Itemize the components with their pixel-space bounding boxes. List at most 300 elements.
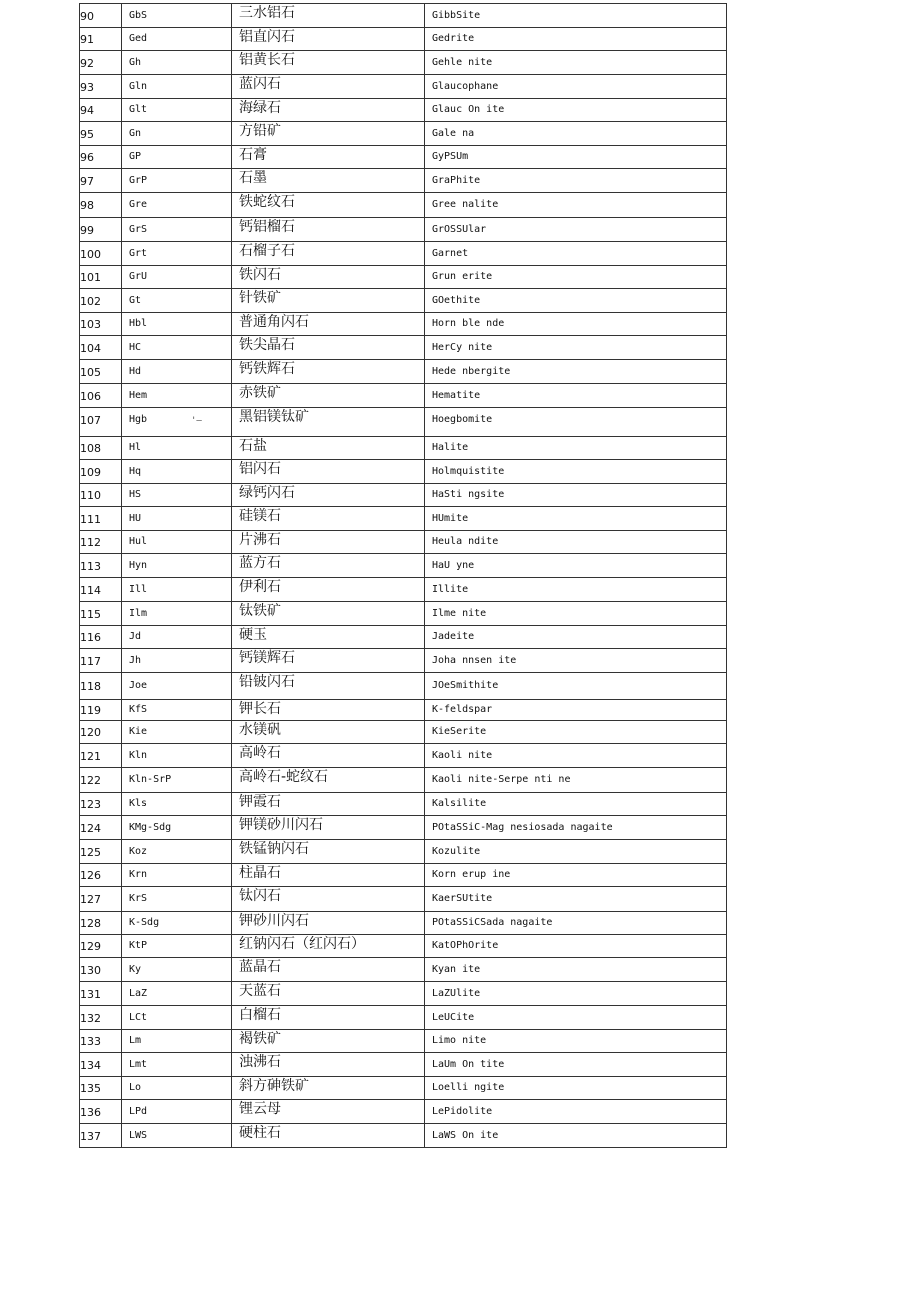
mineral-name-chinese: 伊利石 (239, 579, 281, 595)
mineral-abbreviation: Hq (129, 466, 142, 477)
mineral-name-english: Grun erite (432, 271, 493, 282)
row-number-cell (80, 408, 122, 437)
mineral-abbreviation-cell (122, 673, 232, 700)
mineral-abbreviation-cell (122, 1006, 232, 1030)
mineral-name-english: POtaSSiCSada nagaite (432, 917, 553, 928)
row-number-cell (80, 958, 122, 982)
table-row (80, 169, 727, 193)
mineral-name-english-cell (425, 1124, 727, 1148)
table-row (80, 1030, 727, 1053)
mineral-name-english: HaSti ngsite (432, 489, 505, 500)
mineral-abbreviation-cell (122, 793, 232, 816)
row-number-cell (80, 721, 122, 744)
mineral-name-english-cell (425, 289, 727, 313)
row-number-cell (80, 507, 122, 531)
mineral-name-chinese: 钾霞石 (239, 794, 281, 810)
mineral-name-chinese-cell (232, 744, 425, 768)
table-row (80, 99, 727, 122)
table-row (80, 360, 727, 384)
mineral-abbreviation-cell (122, 982, 232, 1006)
mineral-name-chinese-cell (232, 266, 425, 289)
mineral-name-english: GOethite (432, 295, 481, 306)
row-number-cell (80, 146, 122, 169)
mineral-name-chinese-cell (232, 484, 425, 507)
row-number: 115 (80, 608, 101, 621)
mineral-abbreviation: HS (129, 489, 142, 500)
row-number: 109 (80, 466, 101, 479)
mineral-name-chinese: 钾镁砂川闪石 (239, 817, 323, 833)
row-number-cell (80, 602, 122, 626)
row-number-cell (80, 313, 122, 336)
mineral-abbreviation-cell (122, 313, 232, 336)
table-row (80, 744, 727, 768)
row-number: 101 (80, 271, 101, 284)
table-row (80, 935, 727, 958)
mineral-abbreviation-cell (122, 602, 232, 626)
mineral-name-english: GibbSite (432, 10, 481, 21)
mineral-name-english: LaZUlite (432, 988, 481, 999)
row-number-cell (80, 266, 122, 289)
mineral-abbreviation-cell (122, 1030, 232, 1053)
table-row (80, 887, 727, 912)
mineral-name-english-cell (425, 912, 727, 935)
mineral-name-english-cell (425, 484, 727, 507)
mineral-abbreviation-cell (122, 384, 232, 408)
mineral-abbreviation-cell (122, 360, 232, 384)
row-number: 120 (80, 726, 101, 739)
mineral-name-chinese: 黑铝镁钛矿 (239, 409, 309, 425)
mineral-name-english-cell (425, 408, 727, 437)
mineral-name-english: GraPhite (432, 175, 481, 186)
mineral-abbreviation-cell (122, 912, 232, 935)
table-row (80, 1053, 727, 1077)
mineral-name-chinese-cell (232, 982, 425, 1006)
mineral-name-chinese-cell (232, 768, 425, 793)
mineral-name-chinese: 天蓝石 (239, 983, 281, 999)
table-row (80, 626, 727, 649)
mineral-name-chinese: 钾砂川闪石 (239, 913, 309, 929)
row-number: 98 (80, 199, 94, 212)
row-number-cell (80, 336, 122, 360)
mineral-name-english: Kyan ite (432, 964, 481, 975)
mineral-abbreviation: Gln (129, 81, 148, 92)
mineral-name-english-cell (425, 935, 727, 958)
mineral-name-english: Gree nalite (432, 199, 499, 210)
row-number-cell (80, 912, 122, 935)
mineral-name-english: GrOSSUlar (432, 224, 487, 235)
mineral-name-chinese-cell (232, 169, 425, 193)
table-row (80, 1100, 727, 1124)
mineral-abbreviation-cell (122, 437, 232, 460)
row-number: 110 (80, 489, 101, 502)
mineral-name-chinese: 浊沸石 (239, 1054, 281, 1070)
row-number-cell (80, 384, 122, 408)
mineral-name-chinese-cell (232, 437, 425, 460)
mineral-abbreviation: GrU (129, 271, 148, 282)
row-number: 91 (80, 33, 94, 46)
mineral-name-chinese: 绿钙闪石 (239, 485, 295, 501)
mineral-name-chinese-cell (232, 602, 425, 626)
row-number-cell (80, 554, 122, 578)
mineral-name-english-cell (425, 336, 727, 360)
mineral-name-chinese: 三水铝石 (239, 5, 295, 21)
mineral-name-english-cell (425, 437, 727, 460)
mineral-abbreviation-cell (122, 768, 232, 793)
mineral-name-chinese-cell (232, 193, 425, 218)
mineral-abbreviation-cell (122, 840, 232, 864)
mineral-name-chinese-cell (232, 1100, 425, 1124)
row-number: 102 (80, 295, 101, 308)
mineral-abbreviation-cell (122, 1053, 232, 1077)
mineral-abbreviation: Jd (129, 631, 142, 642)
mineral-abbreviation: Hbl (129, 318, 148, 329)
table-row (80, 721, 727, 744)
row-number: 105 (80, 366, 101, 379)
row-number-cell (80, 193, 122, 218)
table-body (80, 4, 727, 1148)
mineral-name-english: Hematite (432, 390, 481, 401)
table-row (80, 437, 727, 460)
mineral-name-english-cell (425, 193, 727, 218)
mineral-name-chinese-cell (232, 218, 425, 242)
table-row (80, 1077, 727, 1100)
row-number-cell (80, 51, 122, 75)
mineral-name-english-cell (425, 554, 727, 578)
mineral-abbreviation-cell (122, 531, 232, 554)
row-number-cell (80, 122, 122, 146)
mineral-name-chinese-cell (232, 840, 425, 864)
table-row (80, 193, 727, 218)
mineral-abbreviation: Gn (129, 128, 142, 139)
row-number: 121 (80, 750, 101, 763)
mineral-name-chinese-cell (232, 935, 425, 958)
row-number-cell (80, 531, 122, 554)
mineral-abbreviation: Jh (129, 655, 142, 666)
mineral-name-chinese: 方铅矿 (239, 123, 281, 139)
mineral-name-chinese-cell (232, 146, 425, 169)
mineral-name-english-cell (425, 384, 727, 408)
mineral-name-chinese-cell (232, 626, 425, 649)
mineral-name-english: LaUm On tite (432, 1059, 505, 1070)
mineral-name-english-cell (425, 744, 727, 768)
mineral-abbreviation: GP (129, 151, 142, 162)
mineral-abbreviation: Hul (129, 536, 148, 547)
mineral-name-chinese: 铁锰钠闪石 (239, 841, 309, 857)
mineral-abbreviation: Hl (129, 442, 142, 453)
mineral-name-english: Ilme nite (432, 608, 487, 619)
mineral-name-english: Limo nite (432, 1035, 487, 1046)
row-number-cell (80, 793, 122, 816)
mineral-name-chinese-cell (232, 28, 425, 51)
mineral-name-english-cell (425, 51, 727, 75)
mineral-abbreviation-cell (122, 242, 232, 266)
mineral-name-english-cell (425, 721, 727, 744)
mineral-abbreviation: Lm (129, 1035, 142, 1046)
row-number: 112 (80, 536, 101, 549)
table-row (80, 816, 727, 840)
row-number-cell (80, 578, 122, 602)
mineral-name-english: Joha nnsen ite (432, 655, 517, 666)
row-number-cell (80, 218, 122, 242)
mineral-name-english: Kaoli nite-Serpe nti ne (432, 774, 571, 785)
mineral-abbreviation: KtP (129, 940, 148, 951)
mineral-name-english-cell (425, 122, 727, 146)
mineral-name-chinese: 铝闪石 (239, 461, 281, 477)
mineral-abbreviation: LaZ (129, 988, 148, 999)
row-number: 125 (80, 846, 101, 859)
mineral-abbreviation: Joe (129, 680, 148, 691)
table-row (80, 673, 727, 700)
row-number: 132 (80, 1012, 101, 1025)
mineral-name-english: KaerSUtite (432, 893, 493, 904)
mineral-name-chinese-cell (232, 816, 425, 840)
row-number: 131 (80, 988, 101, 1001)
mineral-name-chinese-cell (232, 408, 425, 437)
row-number: 106 (80, 390, 101, 403)
mineral-abbreviation: Hem (129, 390, 148, 401)
mineral-name-english-cell (425, 1077, 727, 1100)
row-number: 95 (80, 128, 94, 141)
mineral-abbreviation: GbS (129, 10, 148, 21)
row-number-cell (80, 75, 122, 99)
table-row (80, 51, 727, 75)
mineral-name-english-cell (425, 1053, 727, 1077)
mineral-name-english-cell (425, 1100, 727, 1124)
mineral-name-english: POtaSSiC-Mag nesiosada nagaite (432, 822, 613, 833)
mineral-name-chinese: 石榴子石 (239, 243, 295, 259)
row-number-cell (80, 1006, 122, 1030)
row-number: 100 (80, 248, 101, 261)
mineral-name-chinese: 蓝晶石 (239, 959, 281, 975)
mineral-name-english-cell (425, 531, 727, 554)
table-row (80, 289, 727, 313)
mineral-abbreviation-cell (122, 218, 232, 242)
mineral-name-english-cell (425, 360, 727, 384)
row-number: 94 (80, 104, 94, 117)
mineral-name-chinese: 钾长石 (239, 701, 281, 717)
mineral-name-english: Halite (432, 442, 469, 453)
mineral-abbreviation-cell (122, 958, 232, 982)
mineral-name-english-cell (425, 313, 727, 336)
mineral-name-english-cell (425, 673, 727, 700)
mineral-name-english-cell (425, 28, 727, 51)
mineral-abbreviation: Kie (129, 726, 148, 737)
row-number-cell (80, 864, 122, 887)
row-number: 137 (80, 1130, 101, 1143)
row-number-cell (80, 28, 122, 51)
mineral-abbreviation-cell (122, 146, 232, 169)
row-number-cell (80, 99, 122, 122)
mineral-abbreviation-cell (122, 99, 232, 122)
row-number: 129 (80, 940, 101, 953)
mineral-name-english: JOeSmithite (432, 680, 499, 691)
mineral-name-english-cell (425, 649, 727, 673)
table-row (80, 840, 727, 864)
mineral-name-chinese: 石墨 (239, 170, 267, 186)
mineral-name-english: LaWS On ite (432, 1130, 499, 1141)
mineral-name-chinese-cell (232, 1030, 425, 1053)
row-number: 107 (80, 414, 101, 427)
mineral-name-chinese-cell (232, 700, 425, 721)
mineral-abbreviation: Lmt (129, 1059, 148, 1070)
mineral-name-english: HerCy nite (432, 342, 493, 353)
table-row (80, 266, 727, 289)
mineral-name-chinese-cell (232, 1077, 425, 1100)
mineral-name-english: Glauc On ite (432, 104, 505, 115)
mineral-abbreviation: Gre (129, 199, 148, 210)
mineral-abbreviation-cell (122, 408, 232, 437)
row-number: 111 (80, 513, 101, 526)
mineral-name-english-cell (425, 75, 727, 99)
mineral-abbreviation-cell (122, 649, 232, 673)
mineral-abbreviation: GrP (129, 175, 148, 186)
row-number-cell (80, 1124, 122, 1148)
mineral-abbreviation: K-Sdg (129, 917, 160, 928)
mineral-abbreviation: KrS (129, 893, 148, 904)
row-number-cell (80, 700, 122, 721)
mineral-name-english: K-feldspar (432, 704, 493, 715)
table-row (80, 531, 727, 554)
mineral-abbreviation: Koz (129, 846, 148, 857)
row-number-cell (80, 169, 122, 193)
mineral-name-chinese-cell (232, 649, 425, 673)
mineral-abbreviation: Ilm (129, 608, 148, 619)
mineral-name-chinese: 铁蛇纹石 (239, 194, 295, 210)
mineral-abbreviation: Ky (129, 964, 142, 975)
table-row (80, 507, 727, 531)
mineral-name-english-cell (425, 1006, 727, 1030)
mineral-name-chinese-cell (232, 122, 425, 146)
mineral-abbreviation-cell (122, 1100, 232, 1124)
table-row (80, 336, 727, 360)
row-number: 126 (80, 869, 101, 882)
row-number: 134 (80, 1059, 101, 1072)
mineral-abbreviation: KfS (129, 704, 148, 715)
mineral-name-english-cell (425, 864, 727, 887)
mineral-abbreviation-cell (122, 935, 232, 958)
mineral-abbreviation-cell (122, 721, 232, 744)
mineral-name-chinese: 铅铍闪石 (239, 674, 295, 690)
mineral-name-chinese-cell (232, 1124, 425, 1148)
mineral-name-chinese: 铁闪石 (239, 267, 281, 283)
row-number: 113 (80, 560, 101, 573)
row-number: 97 (80, 175, 94, 188)
row-number: 130 (80, 964, 101, 977)
mineral-abbreviation-cell (122, 193, 232, 218)
mineral-abbreviation-cell (122, 1124, 232, 1148)
row-number-cell (80, 768, 122, 793)
mineral-name-english-cell (425, 602, 727, 626)
row-number-cell (80, 1030, 122, 1053)
mineral-abbreviation-cell (122, 169, 232, 193)
mineral-abbreviation-cell (122, 4, 232, 28)
mineral-name-chinese-cell (232, 793, 425, 816)
mineral-name-chinese: 高岭石-蛇纹石 (239, 769, 329, 785)
mineral-abbreviation-cell (122, 864, 232, 887)
mineral-name-english-cell (425, 626, 727, 649)
mineral-name-chinese-cell (232, 313, 425, 336)
row-number-cell (80, 437, 122, 460)
mineral-name-english: Loelli ngite (432, 1082, 505, 1093)
mineral-name-chinese: 锂云母 (239, 1101, 281, 1117)
mineral-name-chinese: 铁尖晶石 (239, 337, 295, 353)
mineral-name-chinese: 蓝方石 (239, 555, 281, 571)
row-number: 124 (80, 822, 101, 835)
row-number-cell (80, 242, 122, 266)
mineral-abbreviation: Ill (129, 584, 148, 595)
mineral-name-english: Kalsilite (432, 798, 487, 809)
table-row (80, 768, 727, 793)
mineral-name-chinese-cell (232, 99, 425, 122)
mineral-name-chinese: 钙铁辉石 (239, 361, 295, 377)
mineral-abbreviation-cell (122, 51, 232, 75)
row-number: 127 (80, 893, 101, 906)
mineral-name-english-cell (425, 700, 727, 721)
mineral-name-chinese: 铝直闪石 (239, 29, 295, 45)
row-number: 104 (80, 342, 101, 355)
mineral-abbreviation: Gh (129, 57, 142, 68)
mineral-abbreviation-cell (122, 554, 232, 578)
mineral-name-chinese: 褐铁矿 (239, 1031, 281, 1047)
mineral-name-chinese: 赤铁矿 (239, 385, 281, 401)
mineral-name-english-cell (425, 768, 727, 793)
table-row (80, 122, 727, 146)
mineral-name-english-cell (425, 1030, 727, 1053)
mineral-abbreviation: LPd (129, 1106, 148, 1117)
mineral-name-chinese: 钙镁辉石 (239, 650, 295, 666)
table-row (80, 460, 727, 484)
row-number-cell (80, 840, 122, 864)
mineral-name-chinese-cell (232, 507, 425, 531)
mineral-name-english: Garnet (432, 248, 469, 259)
table-row (80, 146, 727, 169)
mineral-name-chinese-cell (232, 289, 425, 313)
mineral-name-chinese-cell (232, 1006, 425, 1030)
row-number: 116 (80, 631, 101, 644)
mineral-abbreviation-cell (122, 460, 232, 484)
table-row (80, 649, 727, 673)
mineral-name-chinese: 海绿石 (239, 100, 281, 116)
row-number: 135 (80, 1082, 101, 1095)
row-number-cell (80, 649, 122, 673)
mineral-name-chinese: 白榴石 (239, 1007, 281, 1023)
row-number: 136 (80, 1106, 101, 1119)
mineral-name-english-cell (425, 460, 727, 484)
mineral-abbreviation: Glt (129, 104, 148, 115)
row-number: 114 (80, 584, 101, 597)
mineral-name-english: GyPSUm (432, 151, 469, 162)
table-row (80, 982, 727, 1006)
mineral-name-english-cell (425, 982, 727, 1006)
mineral-name-chinese: 高岭石 (239, 745, 281, 761)
mineral-name-chinese-cell (232, 75, 425, 99)
mineral-abbreviation-table (79, 3, 727, 1148)
mineral-name-chinese-cell (232, 460, 425, 484)
mineral-abbreviation: Grt (129, 248, 148, 259)
mineral-name-chinese: 硬玉 (239, 627, 267, 643)
row-number-cell (80, 626, 122, 649)
table-row (80, 218, 727, 242)
row-number-cell (80, 744, 122, 768)
mineral-name-english: Hoegbomite (432, 414, 493, 425)
mineral-abbreviation: Kln-SrP (129, 774, 172, 785)
row-number: 99 (80, 224, 94, 237)
mineral-name-english-cell (425, 507, 727, 531)
mineral-name-english-cell (425, 4, 727, 28)
mineral-name-english: HaU yne (432, 560, 475, 571)
row-number: 123 (80, 798, 101, 811)
mineral-name-english: Holmquistite (432, 466, 505, 477)
